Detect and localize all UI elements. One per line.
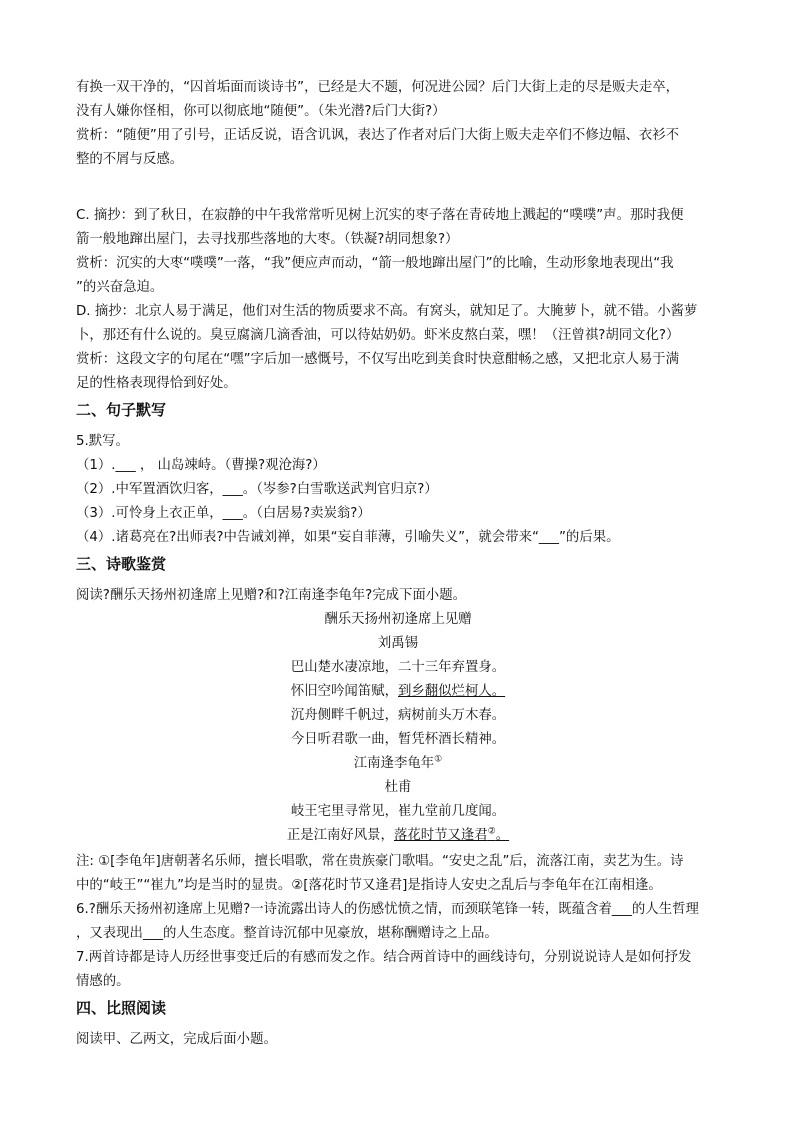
- text-line: 赏析：“随便”用了引号，正话反说，语含讥讽，表达了作者对后门大街上贩夫走卒们不修边幅、衣衫不: [76, 128, 680, 143]
- text-line: 卜，那还有什么说的。臭豆腐滴几滴香油，可以待姑奶奶。虾米皮熬白菜，嘿！（汪曾祺?胡同文化?）: [76, 328, 680, 343]
- poem2-line: 岐王宅里寻常见，崔九堂前几度闻。: [290, 804, 506, 819]
- question-5-2: （2）.中军置酒饮归客，___。（岑参?白雪歌送武判官归京?）: [76, 482, 438, 497]
- question-6: 6.?酬乐天扬州初逢席上见赠?一诗流露出诗人的伤感忧愤之情，而颈联笔锋一转，既蕴含着___的人生哲理: [76, 902, 699, 917]
- question-7-cont: 情感的。: [76, 974, 130, 989]
- footnote-marker: ②: [487, 826, 496, 837]
- section-heading-sentences: 二、句子默写: [76, 401, 167, 419]
- text-line: 足的性格表现得恰到好处。: [76, 376, 237, 391]
- question-5-4: （4）.诸葛亮在?出师表?中告诫刘禅，如果“妄自菲薄，引喻失义”，就会带来“___”的后果。: [76, 530, 620, 545]
- question-7: 7.两首诗都是诗人历经世事变迁后的有感而发之作。结合两首诗中的画线诗句，分别说说诗人是如何抒发: [76, 950, 692, 965]
- comparative-reading-intro: 阅读甲、乙两文，完成后面小题。: [76, 1032, 277, 1047]
- poem-note: 注: ①[李龟年]唐朝著名乐师，擅长唱歌，常在贵族豪门歌唱。“安史之乱”后，流落江南，卖艺为生。诗: [76, 854, 684, 869]
- poem2-line: [76, 824, 720, 848]
- text-line: 有换一双干净的，“囚首垢面而谈诗书”，已经是大不题，何况进公园？后门大街上走的尽是贩夫走卒，: [76, 80, 680, 95]
- text-line: 赏析：沉实的大枣“噗噗”一落，“我”便应声而动，“箭一般地蹿出屋门”的比喻，生动形象地表现出“我: [76, 256, 674, 271]
- text-line: 赏析：这段文字的句尾在“嘿”字后加一感慨号，不仅写出吃到美食时快意酣畅之感，又把北京人易于满: [76, 352, 680, 367]
- text-line: 箭一般地蹿出屋门，去寻找那些落地的大枣。（铁凝?胡同想象?）: [76, 232, 459, 247]
- poem2-title-text: 江南逢李龟年: [353, 756, 435, 771]
- poem1-underlined-verse: 到乡翻似烂柯人。: [398, 684, 506, 699]
- poem1-line: 沉舟侧畔千帆过，病树前头万木春。: [290, 708, 506, 723]
- poem1-author: 刘禹锡: [377, 636, 419, 651]
- poem-note: 中的“岐王”“崔九”均是当时的显贵。②[落花时节又逢君]是指诗人安史之乱后与李龟年在江南相逢。: [76, 878, 662, 893]
- text-line: D. 摘抄：北京人易于满足，他们对生活的物质要求不高。有窝头，就知足了。大腌萝卜，就不错。小酱萝: [76, 304, 698, 319]
- section-heading-comparative-reading: 四、比照阅读: [76, 999, 167, 1017]
- poem1-line2-first: 怀旧空吟闻笛赋，: [290, 684, 398, 699]
- poem1-line: [76, 680, 720, 704]
- text-line: 没有人嫌你怪相，你可以彻底地“随便”。（朱光潜?后门大街?）: [76, 104, 446, 119]
- question-5-1: （1）.___ ， 山岛竦峙。（曹操?观沧海?）: [76, 458, 326, 473]
- question-5: 5.默写。: [76, 434, 129, 449]
- text-line: ”的兴奋急迫。: [76, 280, 164, 295]
- poem1-line: 今日听君歌一曲，暂凭杯酒长精神。: [290, 732, 506, 747]
- poem2-title: [76, 752, 720, 776]
- poetry-intro: 阅读?酬乐天扬州初逢席上见赠?和?江南逢李龟年?完成下面小题。: [76, 588, 466, 603]
- section-heading-poetry: 三、诗歌鉴赏: [76, 555, 167, 573]
- poem2-line2-first: 正是江南好风景，: [286, 828, 394, 843]
- text-line: C. 摘抄：到了秋日，在寂静的中午我常常听见树上沉实的枣子落在青砖地上溅起的“噗噗”声。那时我便: [76, 208, 684, 223]
- poem2-underlined-verse: [394, 828, 509, 843]
- poem2-underlined-text: 落花时节又逢君: [393, 828, 488, 843]
- poem2-end-punct: 。: [495, 828, 510, 843]
- question-5-3: （3）.可怜身上衣正单，___。（白居易?卖炭翁?）: [76, 506, 371, 521]
- poem2-author: 杜甫: [384, 780, 412, 795]
- footnote-marker: ①: [434, 754, 443, 765]
- poem1-title: 酬乐天扬州初逢席上见赠: [324, 612, 472, 627]
- question-6-cont: ，又表现出___的人生态度。整首诗沉郁中见豪放，堪称酬赠诗之上品。: [76, 926, 498, 941]
- text-line: 整的不屑与反感。: [76, 152, 184, 167]
- poem1-line: 巴山楚水凄凉地，二十三年弃置身。: [290, 660, 506, 675]
